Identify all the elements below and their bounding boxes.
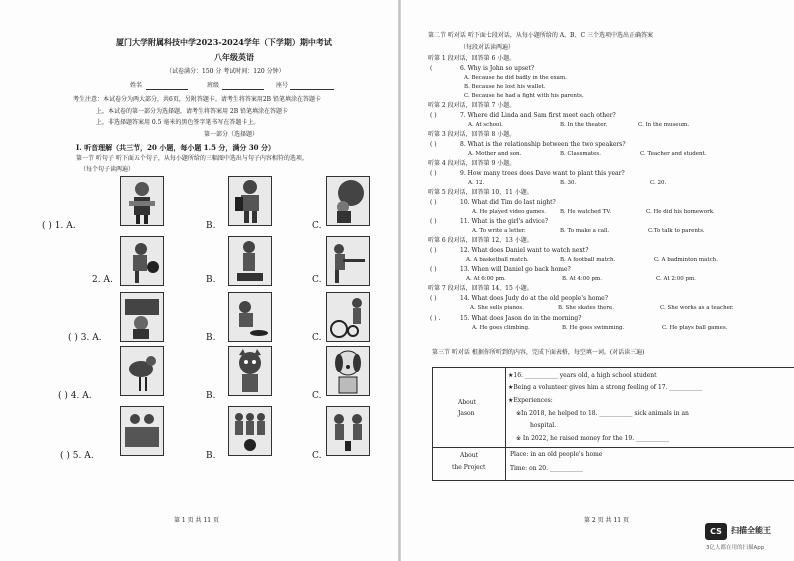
q14-bracket: ( ) [430,295,437,302]
q5-option-c-illustration [326,406,370,456]
q15-option-c: C. He plays ball games. [662,325,728,331]
page-fold [398,0,401,561]
name-label: 姓名 [130,82,143,89]
section-1-heading: I. 听音理解（共三节，20 小题，每小题 1.5 分，满分 30 分） [76,143,275,152]
q13-bracket: ( ) [430,266,437,273]
q12-option-c: C. A badminton match. [654,257,718,263]
question-1-b: B. [206,221,216,231]
q4-option-a-illustration [120,346,164,396]
q12-question: 12. What does Daniel want to watch next? [460,247,589,254]
q2-option-b-illustration [228,236,272,286]
q8-question: 8. What is the relationship between the two speakers? [460,141,626,148]
q8-option-c: C. Teacher and student. [640,151,707,157]
q2-option-a-illustration [120,236,164,286]
question-4-label: ( ) 4. A. [58,391,92,401]
question-5-label: ( ) 5. A. [60,451,94,461]
q4-option-b-illustration [228,346,272,396]
about-project-label-1: About [460,452,479,459]
q11-option-a: A. To write a letter. [472,228,526,234]
table-row-16: ★16. ___________ years old, a high school student [508,372,657,379]
question-4-b: B. [206,391,216,401]
about-jason-label-2: Jason [458,410,475,417]
q8-option-a: A. Mother and son. [468,151,522,157]
q7-bracket: ( ) [430,112,437,119]
dialog-3-heading: 听第 3 段对话，回答第 8 小题。 [428,131,516,138]
question-3-b: B. [206,333,216,343]
q14-option-b: B. She skates there. [558,305,614,311]
q13-question: 13. When will Daniel go back home? [460,266,571,273]
question-5-b: B. [206,451,216,461]
question-5-c: C. [312,451,322,461]
exam-subject: 八年级英语 [214,52,254,62]
question-2-label: 2. A. [92,275,113,285]
watermark-brand: 扫描全能王 [731,526,771,535]
q6-question: 6. Why is John so upset? [460,65,535,72]
q5-option-a-illustration [120,406,164,456]
q12-bracket: ( ) [430,247,437,254]
dialog-1-heading: 听第 1 段对话，回答第 6 小题。 [428,55,516,62]
question-1-c: C. [312,221,322,231]
dialog-2-heading: 听第 2 段对话，回答第 7 小题。 [428,102,516,109]
q15-bracket: ( ) . [430,315,441,322]
q10-question: 10. What did Tim do last night? [460,199,556,206]
q2-option-c-illustration [326,236,370,286]
q1-option-c-illustration [326,176,370,226]
q15-option-b: B. He goes swimming. [562,325,625,331]
q6-option-c: C. Because he had a fight with his parents. [464,93,584,99]
about-project-label-2: the Project [452,464,486,471]
section-2-read-note: （每段对话读两遍） [460,44,515,51]
table-place: Place: in an old people's home [510,451,603,458]
q13-option-a: A. At 6:00 pm. [466,276,506,282]
question-2-c: C. [312,275,322,285]
q10-bracket: ( ) [430,199,437,206]
q1-option-a-illustration [120,176,164,226]
table-left-border [432,367,433,480]
q4-option-c-illustration [326,346,370,396]
question-3-label: ( ) 3. A. [68,333,102,343]
q10-option-b: B. He watched TV. [560,209,612,215]
q9-bracket: ( ) [430,170,437,177]
q7-option-b: B. In the theater. [560,122,608,128]
table-row-18-cont: hospital. [530,422,557,429]
question-1-label: ( ) 1. A. [42,221,76,231]
exam-info: （试卷满分：150 分 考试时间：120 分钟） [166,68,285,75]
seat-blank [290,89,334,90]
table-row-20: Time: on 20. ___________ [510,465,583,472]
left-page-footer: 第 1 页 共 11 页 [174,517,219,524]
q12-option-b: B. A football match. [560,257,616,263]
dialog-5-heading: 听第 5 段对话，回答第 10、11 小题。 [428,189,533,196]
table-row-18: ※In 2018, he helped to 18. ___________ sick animals in an [516,410,689,417]
question-3-c: C. [312,333,322,343]
q9-option-b: B. 30. [560,180,577,186]
q10-option-c: C. He did his homework. [646,209,715,215]
section-1-1-instructions: 第一节 听句子 听下面五个句子，从每小题所给的三幅图中选出与句子内容相符的选项。 [76,155,308,162]
q3-option-c-illustration [326,292,370,342]
part-one-heading: 第一部分（选择题） [204,131,259,138]
seat-label: 座号 [276,82,289,89]
question-4-c: C. [312,391,322,401]
q11-question: 11. What is the girl's advice? [460,218,549,225]
q10-option-a: A. He played video games. [472,209,547,215]
notice-line-3: 上，非选择题答案用 0.5 毫米的黑色签字笔书写在答题卡上。 [96,119,260,126]
q7-option-a: A. At school. [468,122,503,128]
dialog-6-heading: 听第 6 段对话，回答第 12、13 小题。 [428,237,533,244]
table-column-divider [505,367,506,480]
q6-option-a: A. Because he did badly in the exam. [464,75,567,81]
camscanner-logo-icon: CS [705,523,727,540]
q3-option-b-illustration [228,292,272,342]
q6-bracket: ( [430,65,433,72]
q9-option-c: C. 20. [650,180,667,186]
notice-line-1: 考生注意：本试卷分为两大部分，共6页，另附答题卡。请考生将答案用2B 铅笔填涂在答题卡 [73,96,321,103]
table-experiences: ★Experiences: [508,397,553,404]
table-row-17: ★Being a volunteer gives him a strong feeling of 17. ___________ [508,384,703,391]
exam-title: 厦门大学附属科技中学2023-2024学年（下学期）期中考试 [116,37,332,47]
table-top-border [432,367,794,368]
q8-bracket: ( ) [430,141,437,148]
q1-option-b-illustration [228,176,272,226]
watermark-tagline: 3亿人都在用的扫描App [706,545,765,551]
q9-question: 9. How many trees does Dave want to plant this year? [460,170,625,177]
q8-option-b: B. Classmates. [560,151,601,157]
table-row-19: ※ In 2022, he raised money for the 19. ___________ [516,435,670,442]
q11-option-c: C.To talk to parents. [648,228,705,234]
q13-option-c: C. At 2:00 pm. [656,276,696,282]
section-2-instructions: 第二节 听对话 听下面七段对话，从每小题所给的 A、B、C 三个选项中选出正确答案 [428,32,653,39]
q12-option-a: A. A basketball match. [466,257,529,263]
question-2-b: B. [206,275,216,285]
table-row-divider [432,447,794,448]
dialog-7-heading: 听第 7 段对话，回答第 14、15 小题。 [428,285,533,292]
class-blank [222,89,264,90]
name-blank [146,89,188,90]
about-jason-label-1: About [458,399,477,406]
q7-question: 7. Where did Linda and Sam first meet each other? [460,112,616,119]
read-twice-note: （每个句子读两遍） [80,166,135,173]
q5-option-b-illustration [228,406,272,456]
class-label: 班级 [207,82,220,89]
notice-line-2: 上，本试卷的第一部分为选择题，请考生将答案用 2B 铅笔填涂在答题卡 [96,108,289,115]
q11-bracket: ( ) [430,218,437,225]
right-page-footer: 第 2 页 共 11 页 [584,517,629,524]
q15-option-a: A. He goes climbing. [472,325,530,331]
q14-option-c: C. She works as a teacher. [660,305,734,311]
section-3-instructions: 第三节 听对话 根据你所听到的内容，完成下面表格，每空填一词。(对话读三遍) [432,349,645,356]
q3-option-a-illustration [120,292,164,342]
q9-option-a: A. 12. [468,180,485,186]
q14-option-a: A. She sells pianos. [470,305,524,311]
q6-option-b: B. Because he lost his wallet. [464,84,546,90]
q7-option-c: C. In the museum. [638,122,690,128]
dialog-4-heading: 听第 4 段对话，回答第 9 小题。 [428,160,516,167]
q11-option-b: B. To make a call. [560,228,610,234]
table-bottom-border [432,480,794,481]
q15-question: 15. What does Jason do in the morning? [460,315,582,322]
q13-option-b: B. At 4:00 pm. [562,276,602,282]
q14-question: 14. What does Judy do at the old people's home? [460,295,608,302]
